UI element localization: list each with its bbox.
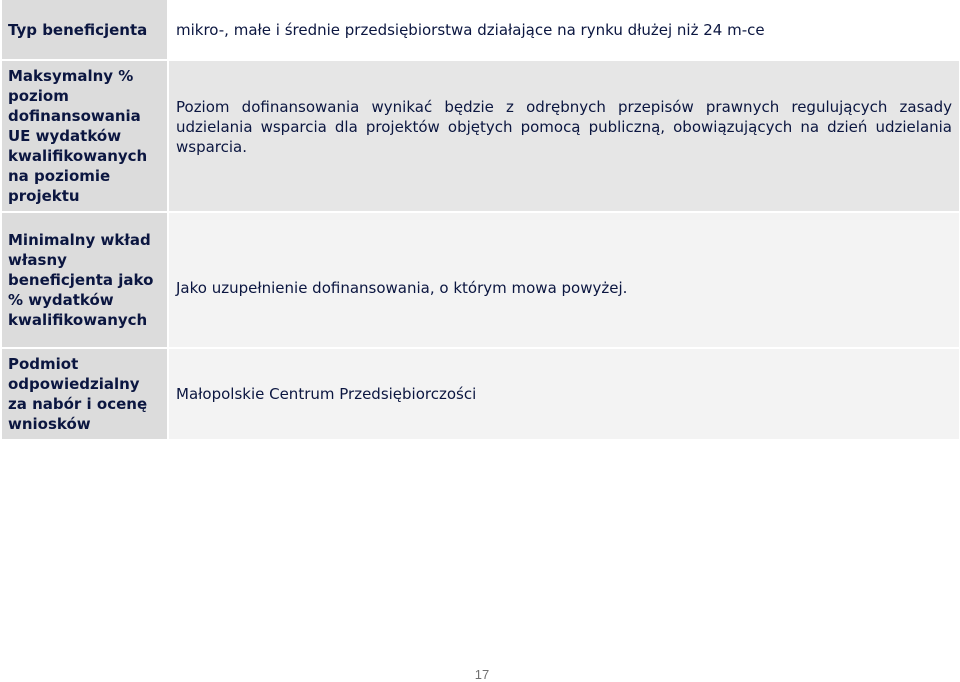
row-label: Podmiot odpowiedzialny za nabór i ocenę wniosków [2, 347, 169, 439]
table-row-responsible-entity [2, 347, 959, 439]
row-value: Małopolskie Centrum Przedsiębiorczości [169, 347, 959, 439]
table-row-min-own-contribution [2, 211, 959, 347]
row-value: mikro-, małe i średnie przedsiębiorstwa działające na rynku dłużej niż 24 m-ce [169, 0, 959, 59]
table-row-beneficiary-type [2, 0, 959, 59]
row-label: Maksymalny % poziom dofinansowania UE wydatków kwalifikowanych na poziomie projektu [2, 59, 169, 211]
info-table [2, 0, 959, 439]
row-label: Minimalny wkład własny beneficjenta jako % wydatków kwalifikowanych [2, 211, 169, 347]
page-number: 17 [474, 667, 490, 682]
row-label: Typ beneficjenta [2, 0, 169, 59]
row-value: Jako uzupełnienie dofinansowania, o którym mowa powyżej. [169, 211, 959, 347]
row-value: Poziom dofinansowania wynikać będzie z odrębnych przepisów prawnych regulujących zasady udzielania wsparcia dla projektów objętych pomocą publiczną, obowiązujących na dzień udzielania wsparcia. [169, 59, 959, 211]
table-row-max-cofinancing [2, 59, 959, 211]
